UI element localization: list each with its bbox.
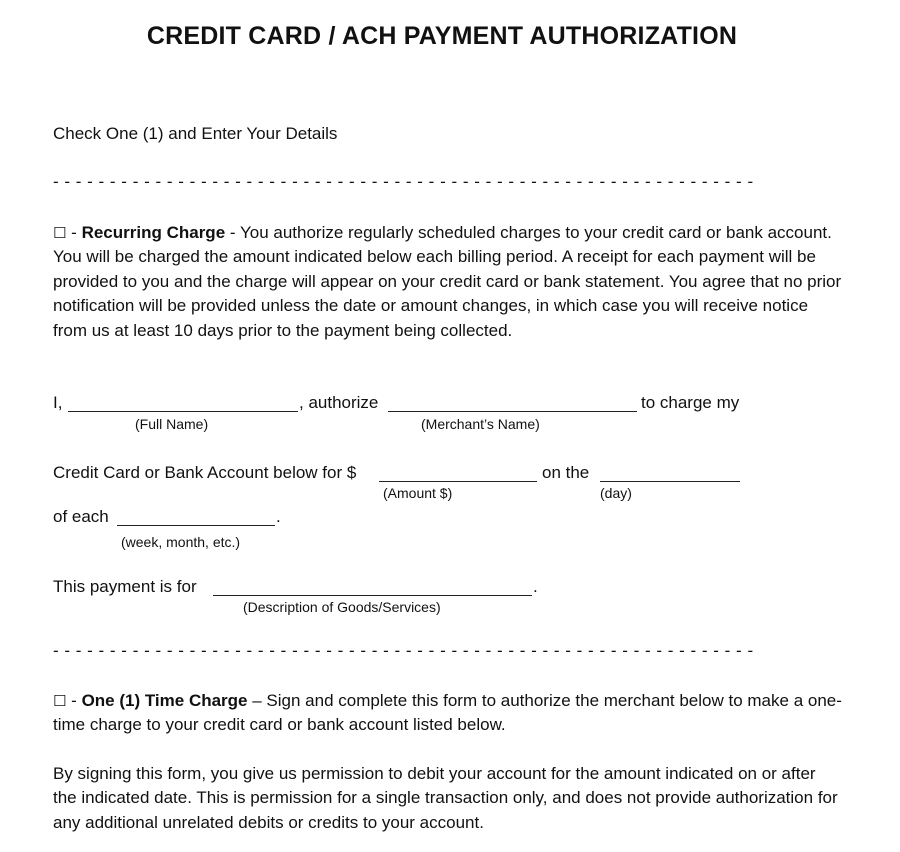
one-time-body: – Sign and complete this form to authorize the merchant below to make a one-time charge to your credit card or bank account listed below. bbox=[53, 691, 842, 735]
merchant-name-field[interactable] bbox=[388, 411, 637, 412]
one-time-heading: One (1) Time Charge bbox=[81, 691, 248, 710]
full-name-field[interactable] bbox=[68, 411, 298, 412]
day-field[interactable] bbox=[600, 481, 740, 482]
section-separator: - - - - - - - - - - - - - - - - - - - - - - - - - - - - - - - - - - - - - - - - - - - - - - - - - - - - - - - - - - - - - - bbox=[53, 172, 754, 191]
one-time-prefix: - bbox=[66, 691, 82, 710]
recurring-checkbox[interactable]: ☐ bbox=[53, 224, 67, 242]
recurring-heading: Recurring Charge bbox=[81, 223, 226, 242]
recurring-body: - You authorize regularly scheduled charges to your credit card or bank account. You will be charged the amount indicated below each billing period. A receipt for each payment will be provided to you and the charge will appear on your credit card or bank statement. You agree that no prior notification will be provided unless the date or amount changes, in which case you will receive notice from us at least 10 days prior to the payment being collected. bbox=[53, 223, 842, 340]
section-separator-2: - - - - - - - - - - - - - - - - - - - - - - - - - - - - - - - - - - - - - - - - - - - - - - - - - - - - - - - - - - - - - - bbox=[53, 641, 754, 660]
period-end: . bbox=[276, 507, 281, 526]
one-time-charge-paragraph bbox=[53, 689, 843, 738]
description-end: . bbox=[533, 577, 538, 596]
permission-paragraph: By signing this form, you give us permission to debit your account for the amount indicated on or after the indicated date. This is permission for a single transaction only, and does not provide authorization for any additional unrelated debits or credits to your account. bbox=[53, 764, 838, 832]
recurring-charge-paragraph bbox=[53, 221, 843, 343]
instruction-text: Check One (1) and Enter Your Details bbox=[53, 124, 338, 143]
payment-for-label: This payment is for bbox=[53, 577, 197, 596]
period-field[interactable] bbox=[117, 525, 275, 526]
authorize-label: , authorize bbox=[299, 393, 379, 412]
amount-caption: (Amount $) bbox=[383, 485, 453, 501]
i-label: I, bbox=[53, 393, 63, 412]
merchant-name-caption: (Merchant’s Name) bbox=[421, 416, 540, 432]
full-name-caption: (Full Name) bbox=[135, 416, 209, 432]
page-title: CREDIT CARD / ACH PAYMENT AUTHORIZATION bbox=[146, 22, 738, 50]
amount-field[interactable] bbox=[379, 481, 537, 482]
account-label: Credit Card or Bank Account below for $ bbox=[53, 463, 357, 482]
description-caption: (Description of Goods/Services) bbox=[243, 599, 441, 615]
day-caption: (day) bbox=[600, 485, 632, 501]
charge-label: to charge my bbox=[641, 393, 740, 412]
one-time-checkbox[interactable]: ☐ bbox=[53, 692, 67, 710]
on-the-label: on the bbox=[542, 463, 590, 482]
recurring-prefix: - bbox=[66, 223, 82, 242]
description-field[interactable] bbox=[213, 595, 532, 596]
of-each-label: of each bbox=[53, 507, 109, 526]
period-caption: (week, month, etc.) bbox=[121, 534, 241, 550]
